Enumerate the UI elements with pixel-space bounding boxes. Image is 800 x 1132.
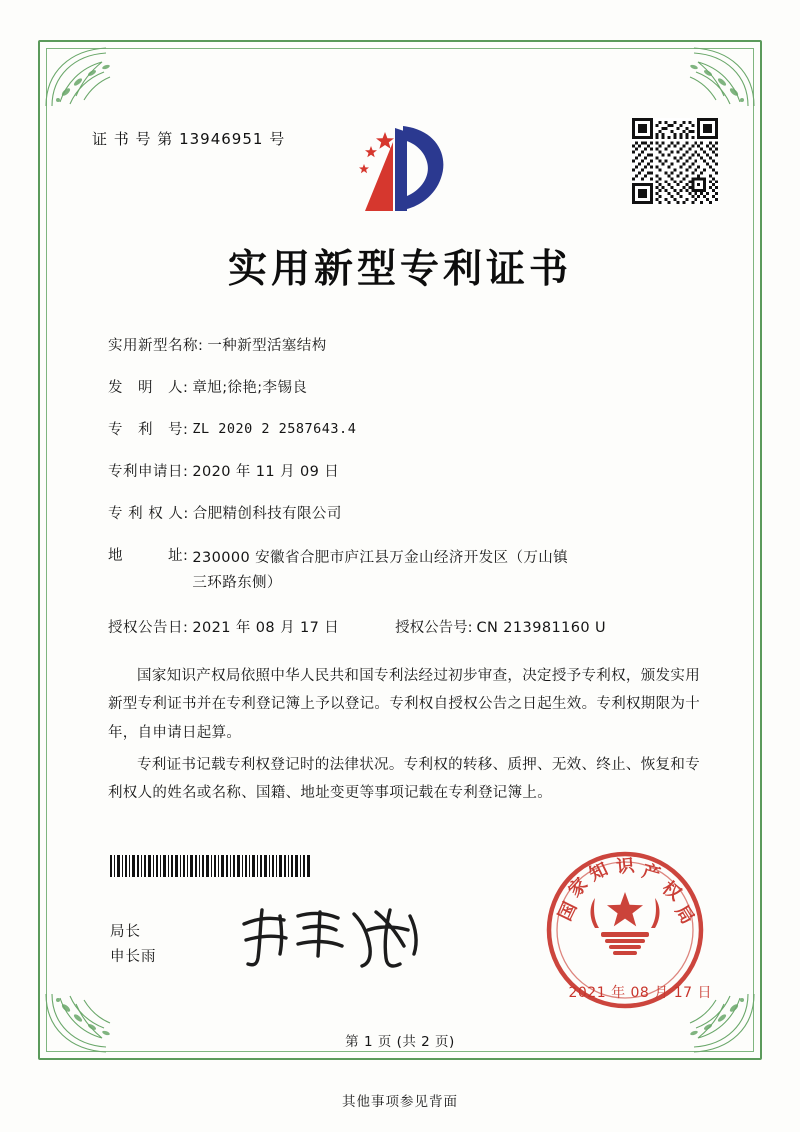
paragraph-2: 专利证书记载专利权登记时的法律状况。专利权的转移、质押、无效、终止、恢复和专利权人的姓名或名称、国籍、地址变更等事项记载在专利登记簿上。 — [108, 756, 700, 802]
patent-fields — [108, 336, 700, 649]
field-row-application-date — [108, 462, 700, 483]
director-title-label: 局长 — [110, 924, 141, 940]
field-row-address — [108, 546, 700, 597]
field-value: 合肥精创科技有限公司 — [192, 506, 342, 523]
back-page-note: 其他事项参见背面 — [342, 1094, 458, 1110]
cnipa-logo-icon — [345, 112, 455, 222]
field-value-grant-date: 2021 年 08 月 17 日 — [192, 619, 340, 636]
page-number: 第 1 页 (共 2 页) — [345, 1034, 455, 1050]
field-value-address — [192, 546, 568, 597]
handwritten-signature — [236, 900, 426, 972]
seal-char-1: 国 — [554, 898, 582, 925]
field-value: 2020 年 11 月 09 日 — [192, 464, 340, 481]
barcode — [110, 855, 310, 877]
field-value: 一种新型活塞结构 — [207, 338, 327, 354]
field-label: 地 址: — [108, 548, 189, 565]
seal-char-2: 家 — [564, 873, 593, 902]
address-line-1: 230000 安徽省合肥市庐江县万金山经济开发区（万山镇 — [192, 550, 569, 567]
field-label-grant-number: 授权公告号: — [395, 619, 473, 636]
seal-char-6: 权 — [657, 877, 686, 906]
seal-date: 2021 年 08 月 17 日 — [568, 985, 712, 1001]
seal-char-4: 识 — [615, 855, 636, 878]
field-label: 实用新型名称: — [108, 338, 204, 354]
field-value-grant-number: CN 213981160 U — [476, 619, 606, 636]
field-label: 专 利 权 人: — [108, 506, 189, 523]
paragraph-1: 国家知识产权局依照中华人民共和国专利法经过初步审查，决定授予专利权，颁发实用新型专利证书并在专利登记簿上予以登记。专利权自授权公告之日起生效。专利权期限为十年，自申请日起算。 — [108, 668, 700, 741]
seal-char-5: 产 — [639, 860, 663, 886]
field-row-inventors — [108, 378, 700, 399]
field-label: 发 明 人: — [108, 380, 189, 397]
signature-block — [110, 920, 157, 969]
field-label: 专 利 号: — [108, 422, 189, 439]
seal-char-7: 局 — [670, 901, 699, 928]
director-name: 申长雨 — [110, 948, 157, 965]
legal-text — [108, 662, 700, 811]
field-row-utility-model-name — [108, 336, 700, 357]
certificate-number: 证 书 号 第 13946951 号 — [92, 130, 286, 148]
seal-char-3: 知 — [585, 858, 612, 886]
field-row-grant-announcement — [108, 618, 700, 639]
address-line-2: 三环路东侧） — [192, 575, 282, 592]
qr-code — [632, 118, 718, 204]
field-label: 专利申请日: — [108, 464, 189, 481]
page-title: 实用新型专利证书 — [227, 247, 572, 292]
field-value: ZL 2020 2 2587643.4 — [192, 421, 357, 438]
field-row-patent-number — [108, 420, 700, 441]
field-label-grant-date: 授权公告日: — [108, 619, 189, 636]
field-value: 章旭;徐艳;李锡良 — [192, 380, 308, 397]
field-row-patentee — [108, 504, 700, 525]
